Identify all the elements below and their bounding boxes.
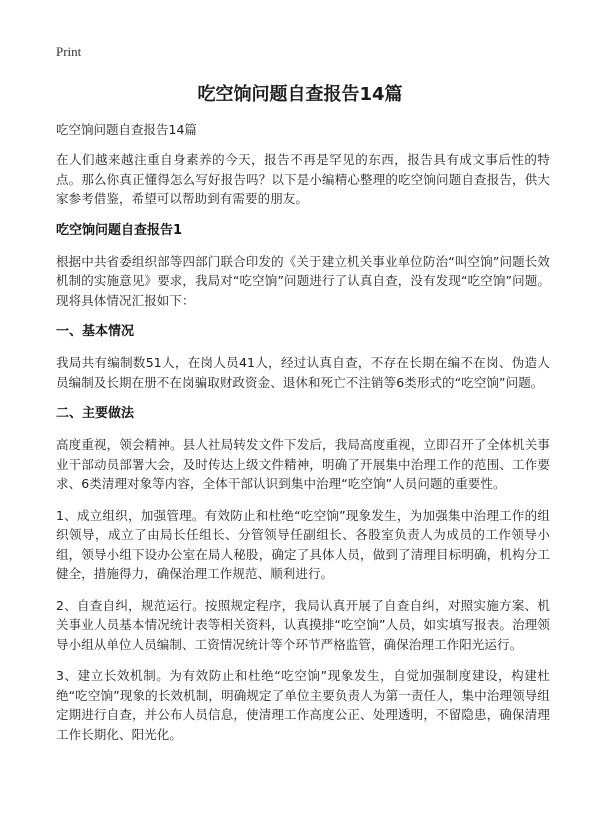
heading-main-practices: 二、主要做法: [56, 406, 135, 421]
heading-basic-situation: 一、基本情况: [56, 324, 135, 339]
main-practices-paragraph: 高度重视，领会精神。县人社局转发文件下发后，我局高度重视，立即召开了全体机关事业干部动员部署大会，及时传达上级文件精神，明确了开展集中治理工作的范围、工作要求、6类清理对象等内容，全体干部认识到集中治理“吃空饷”人员问题的重要性。: [56, 437, 550, 491]
practice-item-3: 3、建立长效机制。为有效防止和杜绝“吃空饷”现象发生，自觉加强制度建设，构建杜绝“吃空饷”现象的长效机制，明确规定了单位主要负责人为第一责任人，集中治理领导组定期进行自查，并公布人员信息，使清理工作高度公正、处理透明，不留隐患，确保清理工作长期化、阳光化。: [56, 668, 550, 742]
document-body: [56, 120, 550, 756]
section-heading-report-1: 吃空饷问题自查报告1: [56, 222, 183, 238]
section-1-intro-paragraph: 根据中共省委组织部等四部门联合印发的《关于建立机关事业单位防治“叫空饷”问题长效机制的实施意见》要求，我局对“吃空饷”问题进行了认真自查，没有发现“吃空饷”问题。现将具体情况汇报如下：: [56, 253, 550, 308]
document-subtitle: 吃空饷问题自查报告14篇: [56, 122, 197, 137]
basic-situation-paragraph: 我局共有编制数51人，在岗人员41人，经过认真自查，不存在长期在编不在岗、伪造人员编制及长期在册不在岗骗取财政资金、退休和死亡不注销等6类形式的“吃空饷”问题。: [56, 355, 550, 390]
practice-item-2: 2、自查自纠，规范运行。按照规定程序，我局认真开展了自查自纠，对照实施方案、机关事业人员基本情况统计表等相关资料，认真摸排“吃空饷”人员，如实填写报表。治理领导小组从单位人员编制、工资情况统计等个环节严格监管，确保治理工作阳光运行。: [56, 597, 550, 652]
page-title: 吃空饷问题自查报告14篇: [197, 84, 403, 105]
intro-paragraph: 在人们越来越注重自身素养的今天，报告不再是罕见的东西，报告具有成文事后性的特点。那么你真正懂得怎么写好报告吗？以下是小编精心整理的吃空饷问题自查报告，供大家参考借鉴，希望可以帮助到有需要的朋友。: [56, 152, 550, 206]
print-label: Print: [56, 44, 82, 59]
practice-item-1: 1、成立组织，加强管理。有效防止和杜绝“吃空饷”现象发生，为加强集中治理工作的组织领导，成立了由局长任组长、分管领导任副组长、各股室负责人为成员的工作领导小组，领导小组下设办公室在局人秘股，确定了具体人员，做到了清理目标明确，机构分工健全，措施得力，确保治理工作规范、顺利进行。: [56, 507, 550, 581]
